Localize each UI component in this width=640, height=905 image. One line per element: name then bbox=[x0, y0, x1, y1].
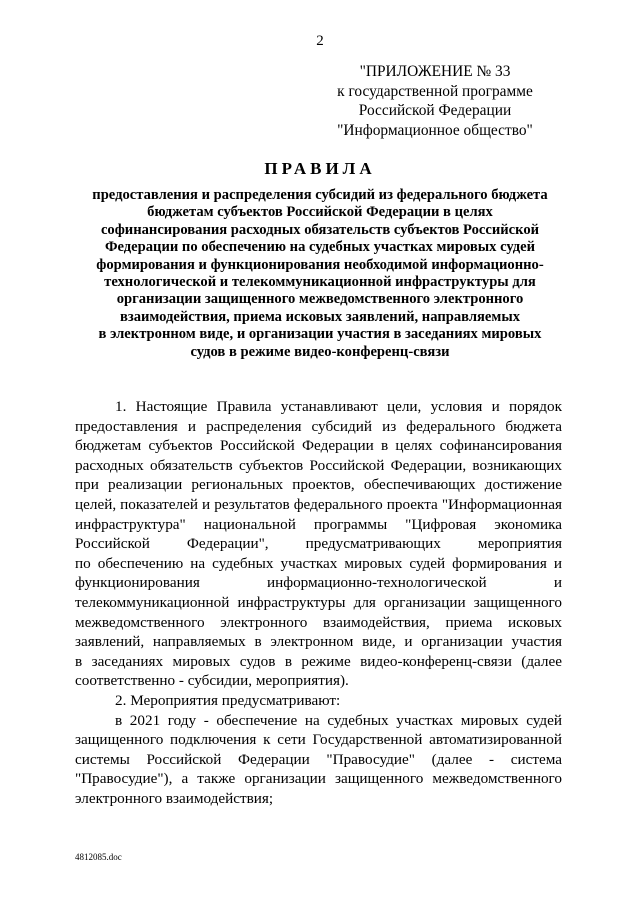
body-line: "Правосудие"), а также организации защищенного межведомственного bbox=[75, 770, 562, 788]
document-body bbox=[75, 397, 562, 808]
body-line: функционирования информационно-технологической и bbox=[75, 574, 562, 592]
body-line: в заседаниях мировых судов в режиме видео-конференц-связи (далее bbox=[75, 652, 562, 670]
subtitle-line: организации защищенного межведомственного электронного bbox=[116, 291, 524, 308]
body-line: системы Российской Федерации "Правосудие" (далее - система bbox=[75, 750, 562, 768]
subtitle-line: софинансирования расходных обязательств субъектов Российской bbox=[100, 221, 540, 238]
body-line: при реализации региональных проектов, обеспечивающих достижение bbox=[75, 476, 562, 494]
subtitle-line: судов в режиме видео-конференц-связи bbox=[190, 343, 450, 360]
body-line: 1. Настоящие Правила устанавливают цели, условия и порядок bbox=[115, 398, 562, 415]
subtitle-line: предоставления и распределения субсидий из федерального бюджета bbox=[92, 187, 548, 203]
body-line: 2. Мероприятия предусматривают: bbox=[115, 691, 341, 709]
appendix-program-line: к государственной программе bbox=[337, 82, 533, 100]
document-subtitle bbox=[70, 187, 570, 361]
subtitle-line: в электронном виде, и организации участия в заседаниях мировых bbox=[98, 326, 542, 343]
body-line: Российской Федерации", предусматривающих мероприятия bbox=[75, 535, 562, 553]
body-line: телекоммуникационной инфраструктуры для организации защищенного bbox=[75, 593, 562, 611]
body-line: в 2021 году - обеспечение на судебных участках мировых судей bbox=[115, 711, 562, 729]
subtitle-line: формирования и функционирования необходимой информационно- bbox=[96, 256, 544, 273]
body-line: расходных обязательств субъектов Российской Федерации, возникающих bbox=[75, 456, 562, 474]
document-title: ПРАВИЛА bbox=[264, 159, 376, 178]
body-line: бюджетам субъектов Российской Федерации в целях софинансирования bbox=[75, 437, 562, 455]
appendix-program-name: "Информационное общество" bbox=[337, 121, 533, 139]
body-line: целей, показателей и результатов федерального проекта "Информационная bbox=[75, 495, 562, 513]
footer-file-code: 4812085.doc bbox=[75, 852, 122, 862]
subtitle-line: взаимодействия, приема исковых заявлений, направляемых bbox=[119, 308, 521, 325]
subtitle-line: бюджетам субъектов Российской Федерации в целях bbox=[147, 204, 493, 221]
subtitle-line: Федерации по обеспечению на судебных участках мировых судей bbox=[104, 239, 536, 256]
body-line: электронного взаимодействия; bbox=[75, 789, 274, 807]
appendix-country-line: Российской Федерации bbox=[358, 102, 512, 119]
appendix-header bbox=[300, 62, 570, 140]
body-line: предоставления и распределения субсидий из федерального бюджета bbox=[75, 417, 562, 435]
body-line: межведомственного электронного взаимодействия, приема исковых bbox=[75, 613, 562, 631]
body-line: заявлений, направляемых в электронном виде, и организации участия bbox=[75, 633, 562, 651]
body-line: инфраструктура" национальной программы "Цифровая экономика bbox=[75, 515, 562, 533]
page-number: 2 bbox=[316, 33, 324, 49]
body-line: соответственно - субсидии, мероприятия). bbox=[75, 672, 349, 690]
body-line: по обеспечению на судебных участках мировых судей формирования и bbox=[75, 554, 562, 572]
appendix-title: "ПРИЛОЖЕНИЕ № 33 bbox=[359, 63, 511, 80]
body-line: защищенного подключения к сети Государственной автоматизированной bbox=[75, 731, 562, 749]
subtitle-line: технологической и телекоммуникационной инфраструктуры для bbox=[104, 274, 536, 291]
